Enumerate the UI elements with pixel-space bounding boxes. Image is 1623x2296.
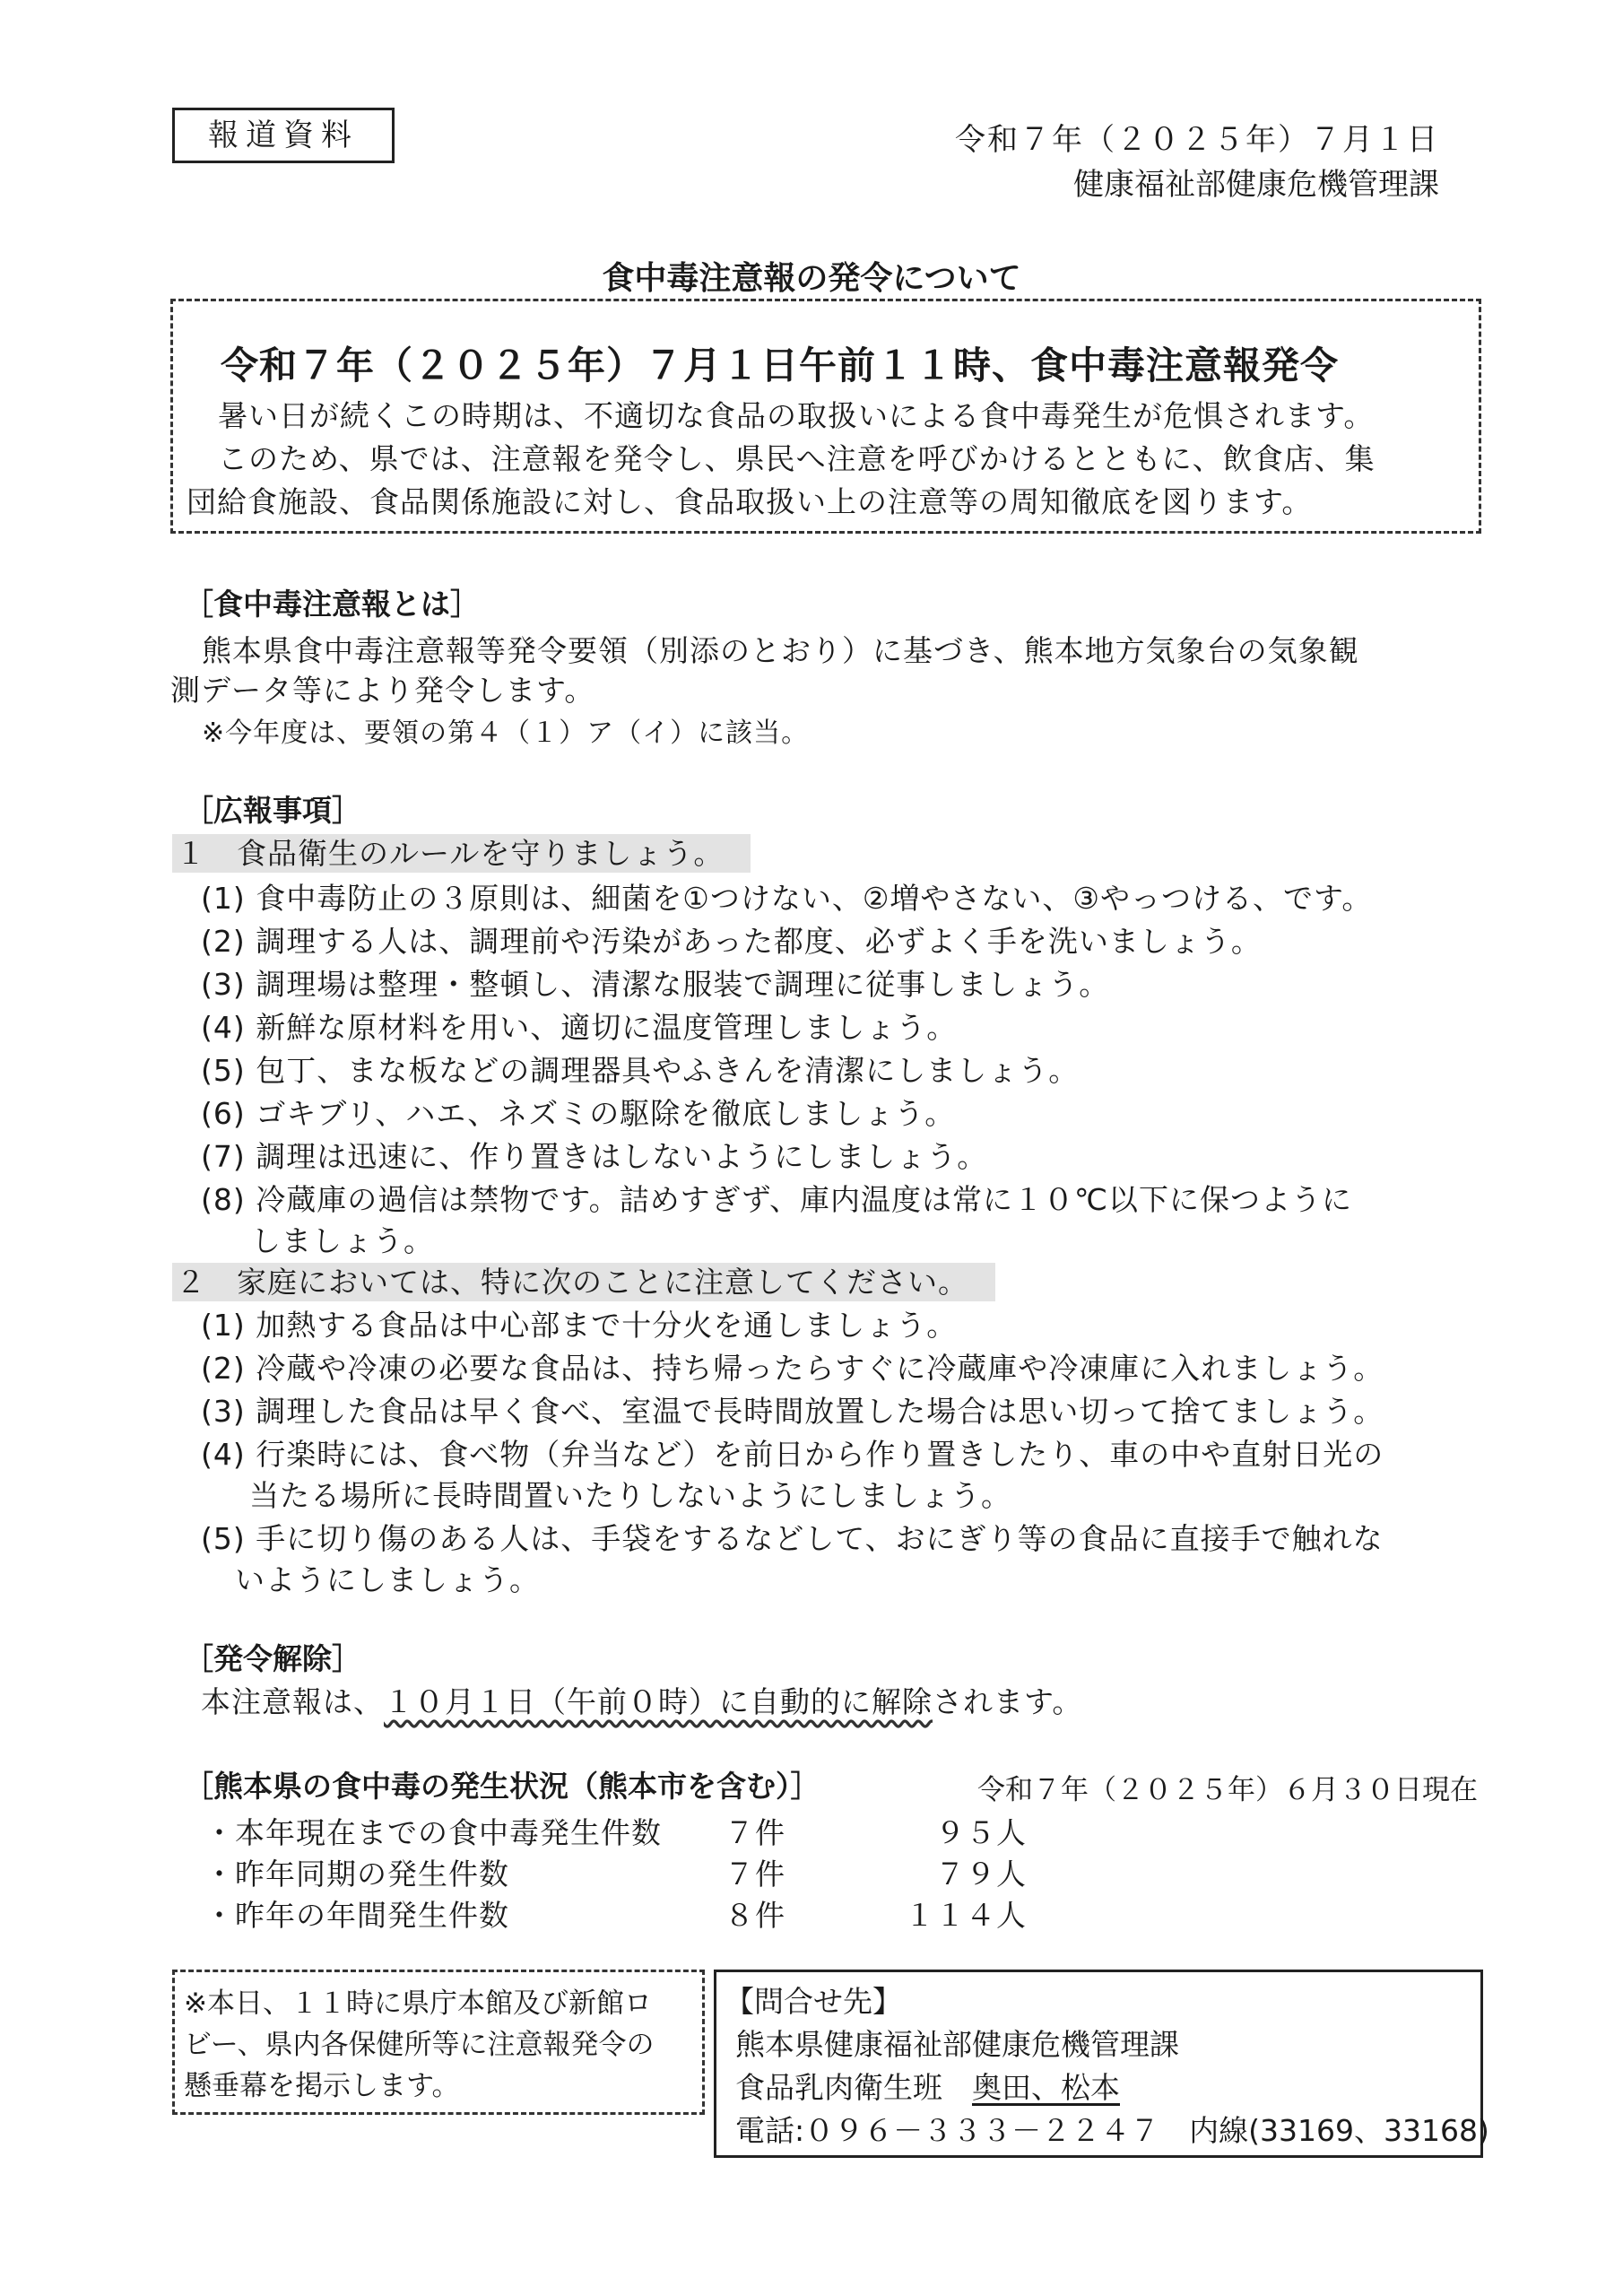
list-item-continuation: しましょう。 [251,1223,434,1258]
contact-names: 奥田、松本 [972,2070,1120,2105]
list-item: (6) ゴキブリ、ハエ、ネズミの駆除を徹底しましょう。 [201,1096,956,1131]
notice-line: 団給食施設、食品関係施設に対し、食品取扱い上の注意等の周知徹底を図ります。 [187,484,1313,519]
contact-section: 食品乳肉衛生班 奥田、松本 [735,2070,1120,2105]
list-item: (4) 新鮮な原材料を用い、適切に温度管理しましょう。 [201,1010,958,1045]
list-item: (4) 行楽時には、食べ物（弁当など）を前日から作り置きしたり、車の中や直射日光の [201,1437,1384,1472]
list-item: (3) 調理した食品は早く食べ、室温で長時間放置した場合は思い切って捨てましょう。 [201,1394,1384,1429]
page-title: 食中毒注意報の発令について [602,260,1021,297]
note-line: 懸垂幕を掲示します。 [184,2070,460,2102]
list-item-continuation: 当たる場所に長時間置いたりしないようにしましょう。 [249,1478,1011,1513]
pr-section-2-title: ２ 家庭においては、特に次のことに注意してください。 [172,1259,995,1301]
about-note: ※今年度は、要領の第４（１）ア（イ）に該当。 [202,718,810,749]
list-item: (8) 冷蔵庫の過信は禁物です。詰めすぎず、庫内温度は常に１０℃以下に保つように [201,1182,1353,1217]
release-text: 本注意報は、１０月１日（午前０時）に自動的に解除されます。 [201,1684,1083,1719]
list-item: (2) 調理する人は、調理前や汚染があった都度、必ずよく手を洗いましょう。 [201,924,1262,959]
pr-section-1-title: １ 食品衛生のルールを守りましょう。 [172,831,751,873]
list-item: (5) 手に切り傷のある人は、手袋をするなどして、おにぎり等の食品に直接手で触れな [201,1521,1384,1556]
about-heading: ［食中毒注意報とは］ [184,587,480,622]
status-row-label: ・本年現在までの食中毒発生件数 [204,1815,662,1850]
contact-phone: 電話:０９６－３３３－２２４７ 内線(33169、33168) [735,2113,1489,2148]
about-line: 熊本県食中毒注意報等発令要領（別添のとおり）に基づき、熊本地方気象台の気象観 [202,633,1359,668]
status-row-label: ・昨年同期の発生件数 [204,1857,509,1892]
list-item: (2) 冷蔵や冷凍の必要な食品は、持ち帰ったらすぐに冷蔵庫や冷凍庫に入れましょう。 [201,1351,1384,1386]
contact-heading: 【問合せ先】 [725,1984,902,2019]
issue-date: 令和７年（２０２５年）７月１日 [955,122,1439,158]
status-row-people: １１４人 [905,1898,1027,1933]
status-as-of: 令和７年（２０２５年）６月３０日現在 [977,1774,1478,1806]
release-date-emphasis: １０月１日（午前０時）に自動的に解除 [384,1684,933,1719]
status-row-people: ７９人 [935,1857,1027,1892]
list-item: (1) 加熱する食品は中心部まで十分火を通しましょう。 [201,1308,958,1343]
notice-headline: 令和７年（２０２５年）７月１日午前１１時、食中毒注意報発令 [221,344,1340,387]
status-heading: ［熊本県の食中毒の発生状況（熊本市を含む）］ [184,1769,820,1804]
pr-heading: ［広報事項］ [184,793,361,828]
status-row-cases: ７件 [725,1815,785,1850]
list-item: (5) 包丁、まな板などの調理器具やふきんを清潔にしましょう。 [201,1053,1080,1088]
status-row-cases: ７件 [725,1857,785,1892]
list-item: (3) 調理場は整理・整頓し、清潔な服装で調理に従事しましょう。 [201,967,1110,1002]
notice-line: 暑い日が続くこの時期は、不適切な食品の取扱いによる食中毒発生が危惧されます。 [218,398,1375,433]
list-item: (1) 食中毒防止の３原則は、細菌を①つけない、②増やさない、③やっつける、です。 [201,881,1373,916]
list-item-continuation: いようにしましょう。 [235,1562,540,1597]
doc-label: 報道資料 [172,108,395,163]
list-item: (7) 調理は迅速に、作り置きはしないようにしましょう。 [201,1139,988,1174]
note-line: ビー、県内各保健所等に注意報発令の [184,2029,655,2061]
contact-department: 熊本県健康福祉部健康危機管理課 [735,2027,1179,2062]
release-heading: ［発令解除］ [184,1641,361,1676]
issuing-department: 健康福祉部健康危機管理課 [1073,167,1439,203]
note-line: ※本日、１１時に県庁本館及び新館ロ [184,1987,652,2020]
notice-line: このため、県では、注意報を発令し、県民へ注意を呼びかけるとともに、飲食店、集 [218,441,1376,476]
status-row-label: ・昨年の年間発生件数 [204,1898,509,1933]
status-row-people: ９５人 [935,1815,1027,1850]
status-row-cases: ８件 [725,1898,785,1933]
about-line: 測データ等により発令します。 [170,673,595,708]
